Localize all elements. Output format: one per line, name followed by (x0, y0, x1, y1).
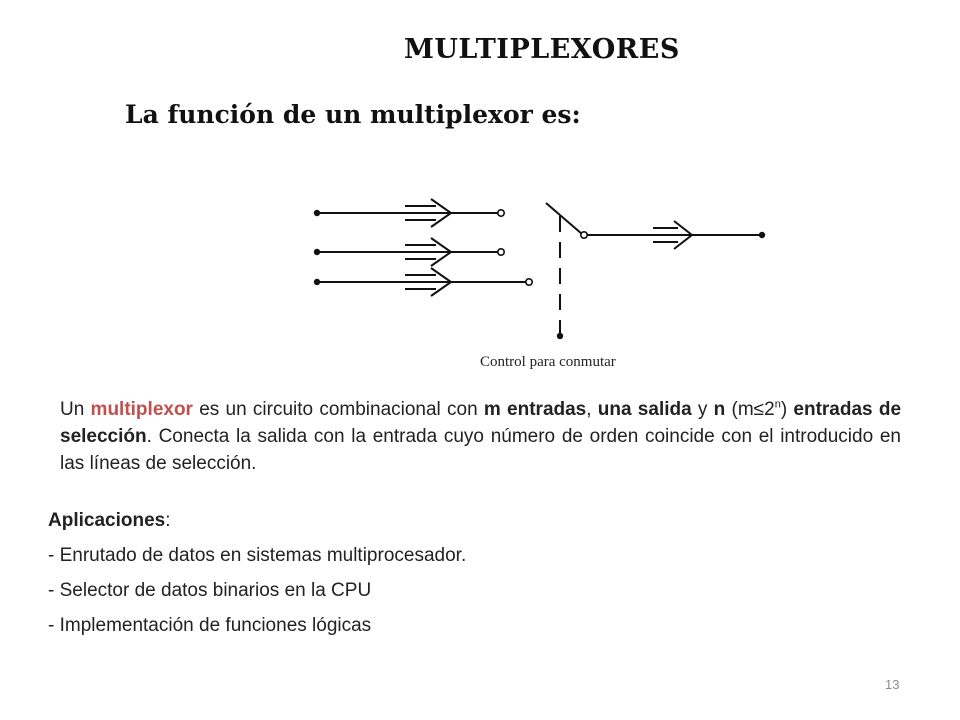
n-term: n (713, 399, 726, 420)
input-line-1 (314, 210, 504, 216)
una-salida-term: una salida (597, 399, 692, 420)
page-number: 13 (885, 677, 900, 692)
control-line (557, 216, 563, 339)
input-line-3 (314, 279, 532, 285)
switch-arm (546, 203, 582, 234)
multiplexor-keyword: multiplexor (90, 399, 193, 420)
applications-section (48, 510, 466, 650)
applications-heading: Aplicaciones: (48, 510, 171, 531)
entradas-seleccion-term: entradas de selección (60, 399, 902, 447)
application-item-1: - Enrutado de datos en sistemas multiprocesador. (48, 545, 467, 566)
input-line-2 (314, 249, 504, 255)
description-paragraph: Un multiplexor es un circuito combinacional con m entradas, una salida y n $(m\le 2^n)$ entradas de selección. Conecta la salida con la entrada cuyo número de orden coincide con el introducido en las líneas de selección. (60, 398, 902, 474)
control-label: Control para conmutar (480, 354, 616, 370)
application-item-3: - Implementación de funciones lógicas (48, 615, 372, 636)
m-entradas-term: m entradas (483, 399, 587, 420)
application-item-2: - Selector de datos binarios en la CPU (48, 580, 372, 601)
slide-subtitle: La función de un multiplexor es: (125, 100, 581, 129)
output-line (581, 232, 765, 238)
slide-title: MULTIPLEXORES (404, 34, 680, 65)
